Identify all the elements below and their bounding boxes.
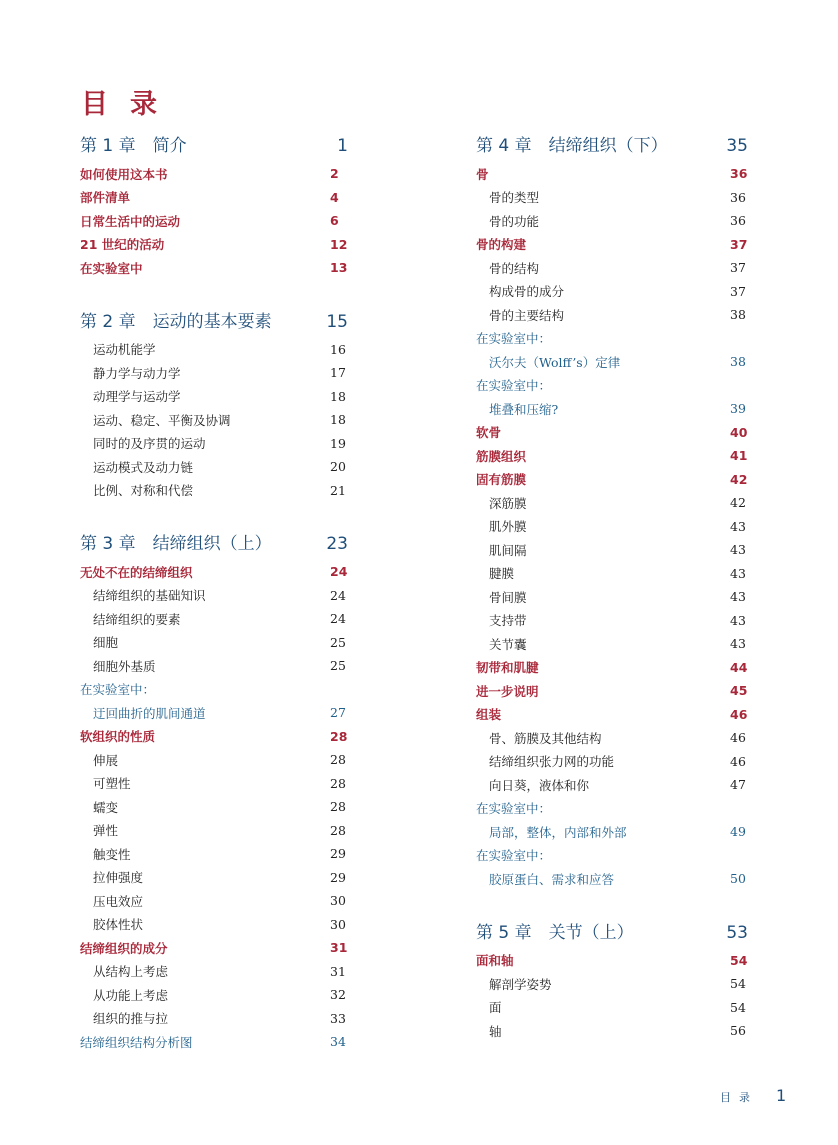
toc-entry-sub[interactable] [80,1007,348,1031]
entry-title: 部件清单 [80,190,131,206]
entry-page-number: 25 [330,658,346,674]
entry-title: 日常生活中的运动 [80,213,181,229]
toc-entry-lab-item[interactable] [476,820,748,844]
toc-chapter [80,307,348,503]
entry-page-number: 38 [730,354,746,370]
chapter-title: 第 4 章 结缔组织（下） [476,136,668,156]
entry-page-number: 18 [330,412,346,428]
entry-page-number: 29 [330,869,346,885]
entry-title: 骨、筋膜及其他结构 [489,730,602,746]
toc-entry-sec[interactable] [80,936,348,960]
chapter-heading[interactable] [80,307,348,338]
entry-page-number: 36 [730,189,746,205]
entry-page-number: 28 [330,728,348,744]
chapter-title: 第 1 章 简介 [80,136,187,156]
toc-entry-sub[interactable] [476,280,748,304]
toc-entry-lab-item[interactable] [80,701,348,725]
toc-chapter [476,918,748,1043]
entry-page-number: 37 [730,283,746,299]
entry-page-number: 29 [330,846,346,862]
entry-page-number: 43 [730,612,746,628]
chapter-heading[interactable] [476,131,748,162]
entry-title: 轴 [489,1023,502,1039]
entry-title: 从功能上考虑 [93,987,169,1003]
entry-title: 在实验室中： [476,801,552,817]
entry-title: 无处不在的结缔组织 [80,564,193,580]
chapter-page-number: 15 [326,311,348,332]
entry-page-number: 43 [730,565,746,581]
entry-title: 骨 [476,166,489,182]
toc-entry-sec[interactable] [80,162,348,186]
toc-column-right [476,131,748,1070]
toc-entry-sub[interactable] [476,726,748,750]
toc-entry-sub[interactable] [476,996,748,1020]
toc-entry-lab-intro[interactable] [476,844,748,868]
entry-title: 面 [489,1000,502,1016]
chapter-page-number: 53 [726,922,748,943]
entry-page-number: 43 [730,636,746,652]
toc-entry-sec[interactable] [476,162,748,186]
entry-title: 软骨 [476,425,502,441]
chapter-heading[interactable] [80,131,348,162]
page-footer [720,1086,786,1105]
entry-title: 如何使用这本书 [80,166,168,182]
chapter-heading[interactable] [476,918,748,949]
footer-page-number: 1 [776,1086,787,1105]
entry-title: 在实验室中 [80,260,143,276]
entry-page-number: 49 [730,824,746,840]
toc-entry-sub[interactable] [476,609,748,633]
entry-page-number: 46 [730,753,746,769]
chapter-heading[interactable] [80,529,348,560]
entry-page-number: 43 [730,542,746,558]
toc-entry-sub[interactable] [476,562,748,586]
entry-title: 结缔组织结构分析图 [80,1034,193,1050]
entry-title: 胶体性状 [93,917,144,933]
entry-title: 在实验室中： [476,331,552,347]
entry-title: 腱膜 [489,566,515,582]
entry-page-number: 12 [330,236,348,252]
entry-title: 压电效应 [93,893,144,909]
toc-entry-sub[interactable] [476,515,748,539]
entry-title: 结缔组织的基础知识 [93,588,206,604]
toc-entry-lab-item[interactable] [476,397,748,421]
entry-title: 堆叠和压缩? [489,401,559,417]
entry-title: 蠕变 [93,799,119,815]
entry-title: 骨的构建 [476,237,527,253]
entry-title: 面和轴 [476,953,514,969]
entry-title: 动理学与运动学 [93,389,181,405]
toc-entry-sec[interactable] [476,421,748,445]
entry-page-number: 54 [730,976,746,992]
entry-title: 运动、稳定、平衡及协调 [93,412,231,428]
toc-entry-sub[interactable] [80,866,348,890]
entry-title: 韧带和肌腱 [476,660,539,676]
toc-entry-sub[interactable] [476,773,748,797]
entry-page-number: 24 [330,564,348,580]
entry-page-number: 2 [330,166,339,182]
entry-title: 关节囊 [489,636,527,652]
entry-page-number: 44 [730,659,748,675]
entry-page-number: 36 [730,213,746,229]
entry-page-number: 47 [730,777,746,793]
entry-title: 触变性 [93,846,131,862]
toc-entry-sub[interactable] [80,361,348,385]
toc-entry-sec[interactable] [476,233,748,257]
entry-title: 骨的类型 [489,190,540,206]
entry-title: 同时的及序贯的运动 [93,436,206,452]
entry-page-number: 24 [330,611,346,627]
entry-title: 迂回曲折的肌间通道 [93,705,206,721]
toc-column-left [80,131,348,1081]
entry-page-number: 50 [730,871,746,887]
entry-page-number: 36 [730,166,748,182]
toc-entry-sec[interactable] [476,468,748,492]
entry-title: 运动模式及动力链 [93,459,194,475]
entry-page-number: 28 [330,775,346,791]
entry-page-number: 54 [730,952,748,968]
entry-page-number: 32 [330,987,346,1003]
toc-entry-sub[interactable] [80,607,348,631]
toc-entry-sub[interactable] [80,432,348,456]
entry-page-number: 20 [330,459,346,475]
entry-page-number: 37 [730,260,746,276]
entry-page-number: 33 [330,1010,346,1026]
toc-entry-sec[interactable] [476,656,748,680]
entry-page-number: 34 [330,1034,346,1050]
entry-title: 骨的结构 [489,260,540,276]
entry-title: 胶原蛋白、需求和应答 [489,871,615,887]
entry-page-number: 56 [730,1023,746,1039]
toc-entry-sub[interactable] [80,338,348,362]
toc-entry-sec[interactable] [476,949,748,973]
toc-entry-sec[interactable] [80,725,348,749]
entry-page-number: 42 [730,495,746,511]
toc-entry-lab-intro[interactable] [80,678,348,702]
entry-page-number: 41 [730,448,748,464]
chapter-page-number: 35 [726,136,748,156]
entry-title: 运动机能学 [93,342,156,358]
chapter-page-number: 1 [337,136,348,156]
entry-page-number: 30 [330,893,346,909]
entry-page-number: 43 [730,518,746,534]
toc-entry-sub[interactable] [80,455,348,479]
toc-entry-sub[interactable] [80,748,348,772]
toc-entry-sub[interactable] [476,209,748,233]
entry-title: 进一步说明 [476,683,539,699]
toc-chapter [476,131,748,891]
toc-entry-sec[interactable] [476,679,748,703]
chapter-page-number: 23 [326,534,348,554]
entry-title: 骨的主要结构 [489,307,565,323]
toc-entry-sub[interactable] [476,972,748,996]
toc-entry-sub[interactable] [80,889,348,913]
entry-page-number: 28 [330,799,346,815]
toc-entry-lab-intro[interactable] [476,327,748,351]
toc-entry-sub[interactable] [80,385,348,409]
toc-entry-sec[interactable] [476,703,748,727]
entry-page-number: 18 [330,388,346,404]
entry-title: 局部，整体，内部和外部 [489,824,627,840]
entry-page-number: 37 [730,236,748,252]
toc-entry-sub[interactable] [80,631,348,655]
entry-page-number: 46 [730,706,748,722]
entry-page-number: 54 [730,999,746,1015]
entry-title: 支持带 [489,613,527,629]
entry-page-number: 31 [330,940,348,956]
entry-title: 拉伸强度 [93,870,144,886]
entry-title: 沃尔夫（Wolff’s）定律 [489,354,621,370]
entry-title: 肌间隔 [489,542,527,558]
toc-entry-sec[interactable] [80,233,348,257]
chapter-title: 第 3 章 结缔组织（上） [80,534,272,554]
toc-chapter [80,529,348,1054]
entry-title: 固有筋膜 [476,472,527,488]
entry-title: 向日葵，液体和你 [489,777,590,793]
chapter-title: 第 5 章 关节（上） [476,922,634,943]
entry-title: 在实验室中： [476,378,552,394]
page-title: 目录 [81,89,179,120]
entry-page-number: 46 [730,730,746,746]
entry-title: 结缔组织的要素 [93,611,181,627]
toc-entry-sec[interactable] [80,256,348,280]
toc-entry-sub[interactable] [476,1019,748,1043]
entry-page-number: 27 [330,705,346,721]
entry-title: 组织的推与拉 [93,1011,169,1027]
toc-entry-sub[interactable] [80,408,348,432]
toc-entry-sub[interactable] [80,983,348,1007]
toc-entry-sub[interactable] [476,538,748,562]
entry-page-number: 13 [330,260,348,276]
entry-title: 可塑性 [93,776,131,792]
toc-entry-sub[interactable] [80,960,348,984]
entry-title: 伸展 [93,752,119,768]
entry-title: 软组织的性质 [80,729,156,745]
entry-page-number: 39 [730,401,746,417]
toc-entry-sub[interactable] [476,585,748,609]
entry-title: 从结构上考虑 [93,964,169,980]
entry-title: 结缔组织的成分 [80,940,168,956]
entry-title: 在实验室中： [80,682,156,698]
entry-page-number: 19 [330,435,346,451]
entry-page-number: 40 [730,424,748,440]
toc-entry-sub[interactable] [476,303,748,327]
entry-title: 21 世纪的活动 [80,237,165,253]
toc-entry-sec[interactable] [80,209,348,233]
entry-page-number: 42 [730,471,748,487]
entry-title: 弹性 [93,823,119,839]
entry-page-number: 25 [330,634,346,650]
chapter-title: 第 2 章 运动的基本要素 [80,311,272,332]
entry-title: 细胞 [93,635,119,651]
entry-title: 深筋膜 [489,495,527,511]
entry-page-number: 45 [730,683,748,699]
entry-title: 解剖学姿势 [489,976,552,992]
toc-entry-sub[interactable] [80,479,348,503]
toc-entry-sub[interactable] [476,632,748,656]
entry-page-number: 38 [730,307,746,323]
entry-page-number: 6 [330,213,339,229]
entry-title: 结缔组织张力网的功能 [489,754,615,770]
entry-page-number: 16 [330,341,346,357]
toc-entry-sub[interactable] [80,772,348,796]
entry-page-number: 28 [330,752,346,768]
entry-page-number: 4 [330,189,339,205]
toc-entry-lab-item[interactable] [476,867,748,891]
toc-entry-sec[interactable] [80,560,348,584]
toc-entry-sub[interactable] [80,819,348,843]
entry-page-number: 30 [330,916,346,932]
toc-entry-lab-top[interactable] [80,1030,348,1054]
toc-entry-sub[interactable] [476,186,748,210]
footer-label: 目录 [720,1091,758,1104]
toc-entry-sub[interactable] [80,654,348,678]
toc-entry-sub[interactable] [476,256,748,280]
entry-title: 肌外膜 [489,519,527,535]
entry-title: 细胞外基质 [93,658,156,674]
entry-page-number: 24 [330,587,346,603]
toc-entry-sub[interactable] [476,491,748,515]
entry-page-number: 31 [330,963,346,979]
entry-page-number: 17 [330,365,346,381]
entry-title: 构成骨的成分 [489,284,565,300]
entry-page-number: 43 [730,589,746,605]
entry-title: 静力学与动力学 [93,365,181,381]
toc-entry-lab-intro[interactable] [476,797,748,821]
entry-title: 筋膜组织 [476,448,527,464]
entry-title: 骨间膜 [489,589,527,605]
entry-page-number: 21 [330,482,346,498]
toc-entry-sub[interactable] [476,750,748,774]
toc-entry-sub[interactable] [80,795,348,819]
toc-entry-sec[interactable] [80,186,348,210]
toc-entry-sub[interactable] [80,842,348,866]
entry-page-number: 28 [330,822,346,838]
toc-entry-sub[interactable] [80,584,348,608]
toc-chapter [80,131,348,280]
entry-title: 比例、对称和代偿 [93,483,194,499]
toc-entry-sub[interactable] [80,913,348,937]
entry-title: 组装 [476,707,502,723]
entry-title: 骨的功能 [489,213,540,229]
toc-entry-lab-item[interactable] [476,350,748,374]
toc-entry-lab-intro[interactable] [476,374,748,398]
toc-entry-sec[interactable] [476,444,748,468]
entry-title: 在实验室中： [476,848,552,864]
